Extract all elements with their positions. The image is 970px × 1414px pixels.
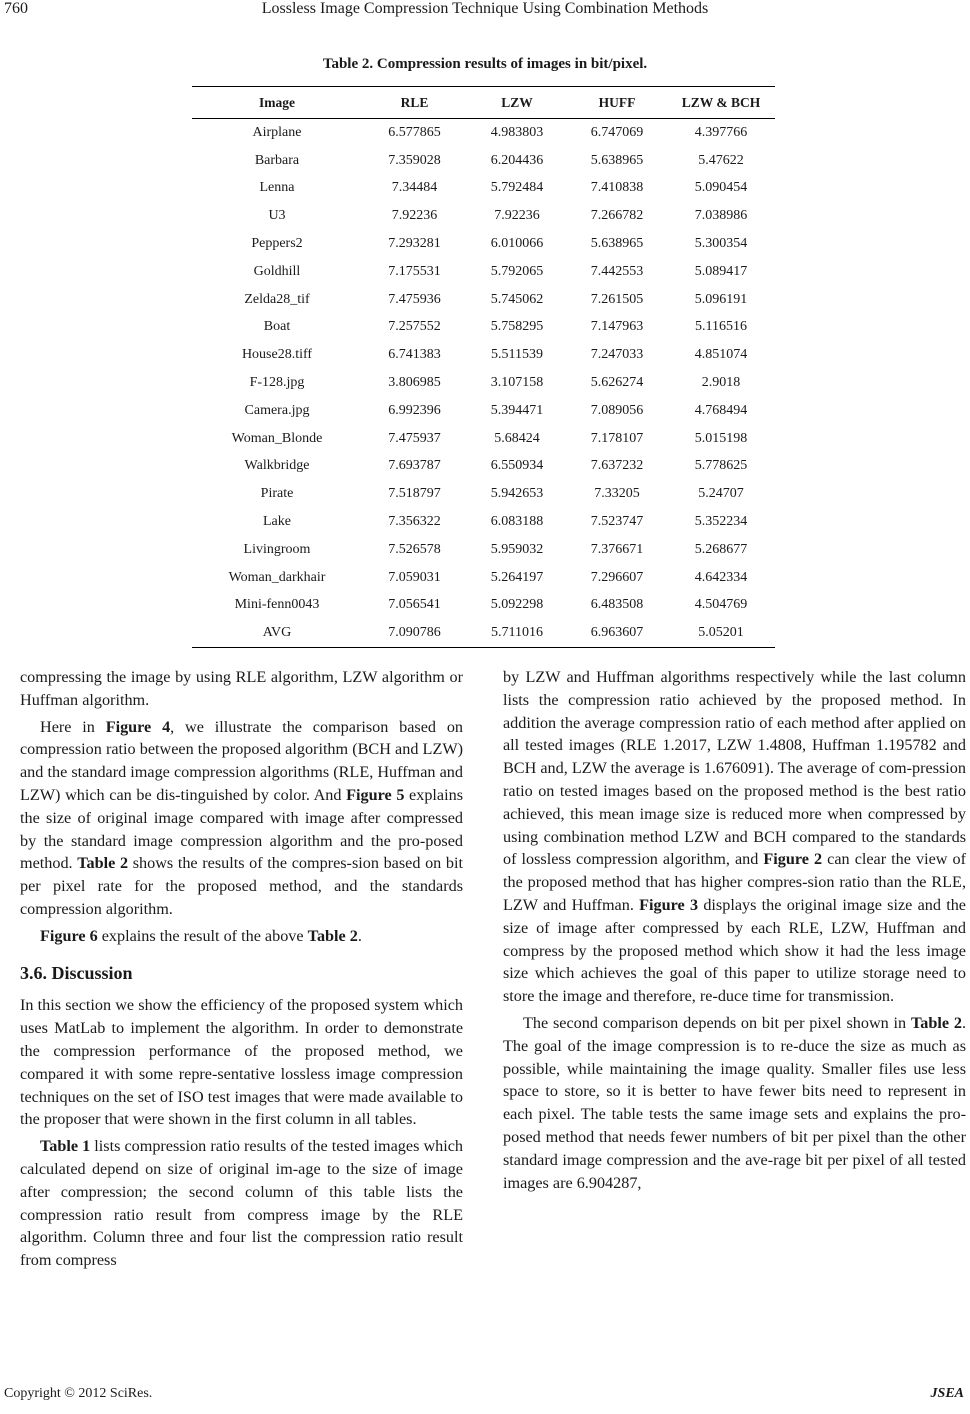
text-run: . The goal of the image compression is to re-duce the size as much as possible, while maintaining the image quality. Smaller files use less space to store, so it is better to have fewer bits need to represent in each pixel. The table tests the same image sets and explains the pro-posed method that needs fewer numbers of bit per pixel than the other standard image compression and the ave-rage bit per pixel of all tested images are 6.904287, [503,1013,967,1192]
column-header: LZW & BCH [667,87,775,119]
text-run: The second comparison depends on bit per pixel shown in [523,1013,911,1032]
figure-reference: Figure 3 [639,895,699,914]
table-row [192,341,775,369]
value-cell: 5.745062 [490,291,544,307]
value-cell: 7.33205 [594,486,640,502]
image-name-cell: Walkbridge [244,458,310,474]
value-cell: 7.359028 [388,152,441,168]
running-title: Lossless Image Compression Technique Using Combination Methods [261,0,709,17]
table-row [192,175,775,203]
table-row [192,369,775,397]
table-reference: Table 2 [910,1013,962,1032]
value-cell: 5.264197 [490,569,544,585]
value-cell: 4.642334 [694,569,748,585]
image-name-cell: Airplane [252,124,302,140]
value-cell: 5.394471 [490,402,544,418]
value-cell: 4.768494 [694,402,748,418]
paragraph [503,666,966,1008]
value-cell: 5.090454 [694,180,748,196]
text-run: explains the result of the above [97,926,308,945]
column-header: HUFF [567,87,667,119]
value-cell: 7.475937 [388,430,441,446]
paragraph [503,1012,966,1194]
table-row [192,397,775,425]
value-cell: 7.293281 [388,236,441,252]
value-cell: 7.147963 [590,319,644,335]
value-cell: 5.092298 [490,597,544,613]
table-row [192,536,775,564]
value-cell: 4.504769 [694,597,748,613]
table-caption: Table 2. Compression results of images in bit/pixel. [322,56,648,72]
text-run: can clear the view of the proposed method that has higher compres-sion ratio than the RLE, LZW and Huffman. [503,850,967,914]
value-cell: 7.038986 [694,208,748,224]
value-cell: 5.792484 [490,180,544,196]
text-run: displays the original image size and the size of image after compressed by each RLE, LZW, Huffman and compress by the proposed method which show it had the less image size which achieves the goal of this paper to utilize storage need to store the image and therefore, re-duce time for transmission. [503,895,966,1006]
value-cell: 5.711016 [467,619,567,647]
value-cell: 3.806985 [388,375,441,391]
page-number: 760 [4,0,28,17]
paragraph [20,716,463,921]
value-cell: 5.116516 [695,319,747,335]
value-cell: 5.942653 [490,486,544,502]
paragraph [20,925,463,948]
value-cell: 4.983803 [490,124,544,140]
results-table [192,86,775,648]
value-cell: 7.92236 [494,208,540,224]
value-cell: 6.747069 [590,124,644,140]
value-cell: 7.34484 [391,180,438,196]
value-cell: 7.266782 [590,208,644,224]
image-name-cell: Lake [263,514,291,530]
image-name-cell: Livingroom [243,541,311,557]
value-cell: 7.059031 [388,569,441,585]
text-run: , we illustrate the comparison based on compression ratio between the proposed algorithm (BCH and LZW) and the standard image compression algorithms (RLE, Huffman and LZW) which can be dis-tinguished by color. And [20,717,464,804]
value-cell: 7.175531 [388,263,441,279]
right-text-column [503,666,966,1198]
copyright-notice: Copyright © 2012 SciRes. [4,1386,153,1401]
column-header: RLE [362,87,467,119]
value-cell: 5.638965 [590,152,644,168]
value-cell: 5.24707 [698,486,744,502]
page-footer [0,1386,970,1408]
value-cell: 7.410838 [590,180,644,196]
value-cell: 6.204436 [490,152,544,168]
value-cell: 6.577865 [388,124,441,140]
table-reference: Table 1 [40,1137,91,1156]
value-cell: 5.096191 [694,291,748,307]
value-cell: 5.778625 [694,458,748,474]
value-cell: 7.090786 [362,619,467,647]
value-cell: 3.107158 [490,375,544,391]
value-cell: 5.05201 [667,619,775,647]
table-row [192,286,775,314]
value-cell: 7.475936 [388,291,441,307]
image-name-cell: Mini-fenn0043 [234,597,320,613]
text-run: . [357,926,362,945]
image-name-cell: Woman_Blonde [231,430,323,446]
value-cell: 7.526578 [388,541,441,557]
table-row [192,314,775,342]
table-row [192,564,775,592]
value-cell: 7.92236 [391,208,438,224]
image-name-cell: Barbara [254,152,300,168]
table-header-row [192,87,775,119]
image-name-cell: Camera.jpg [244,402,310,418]
value-cell: 5.638965 [590,236,644,252]
value-cell: 7.178107 [590,430,644,446]
value-cell: 5.758295 [490,319,544,335]
table-row [192,147,775,175]
value-cell: 5.626274 [590,375,644,391]
value-cell: 7.296607 [590,569,644,585]
value-cell: 7.523747 [590,514,644,530]
column-header: Image [192,87,362,119]
value-cell: 7.356322 [388,514,441,530]
table-row [192,508,775,536]
value-cell: 7.693787 [388,458,441,474]
left-text-column [20,666,463,1276]
image-name-cell: AVG [192,619,362,647]
value-cell: 5.47622 [698,152,744,168]
text-run: Here in [40,717,106,736]
figure-reference: Figure 2 [763,850,823,869]
table-row [192,230,775,258]
value-cell: 5.792065 [490,263,544,279]
value-cell: 6.483508 [590,597,644,613]
paragraph: compressing the image by using RLE algorithm, LZW algorithm or Huffman algorithm. [20,668,463,709]
image-name-cell: Peppers2 [251,236,303,252]
value-cell: 6.010066 [490,236,544,252]
journal-abbreviation: JSEA [930,1386,964,1401]
table-row [192,453,775,481]
value-cell: 7.257552 [388,319,441,335]
value-cell: 7.442553 [590,263,644,279]
table-row [192,119,775,147]
value-cell: 7.518797 [388,486,441,502]
table-row [192,592,775,620]
table-reference: Table 2 [77,854,129,873]
page-header [0,0,970,24]
image-name-cell: Woman_darkhair [228,569,326,585]
value-cell: 7.261505 [590,291,644,307]
value-cell: 5.68424 [494,430,540,446]
text-run: shows the results of the compres-sion based on bit per pixel rate for the proposed method, and the standards compression algorithm. [20,854,463,918]
table-row [192,202,775,230]
table-row [192,619,775,647]
column-header: LZW [467,87,567,119]
image-name-cell: Pirate [260,486,294,502]
image-name-cell: Zelda28_tif [244,291,310,307]
value-cell: 5.268677 [694,541,748,557]
value-cell: 4.851074 [694,347,748,363]
table-row [192,258,775,286]
value-cell: 2.9018 [701,375,741,391]
value-cell: 7.247033 [590,347,644,363]
table-body [192,119,775,648]
image-name-cell: F-128.jpg [249,375,305,391]
image-name-cell: U3 [268,208,286,224]
image-name-cell: House28.tiff [241,347,313,363]
text-run: explains the size of original image compared with image after compressed by the standard image compression algorithm and the pro-posed method. [20,785,463,873]
value-cell: 5.959032 [490,541,544,557]
section-heading: 3.6. Discussion [20,962,133,983]
value-cell: 7.637232 [590,458,644,474]
value-cell: 5.089417 [694,263,748,279]
figure-reference: Figure 5 [346,785,405,804]
value-cell: 7.376671 [590,541,644,557]
value-cell: 6.992396 [388,402,441,418]
text-run: by LZW and Huffman algorithms respectively while the last column lists the compression ratio achieved by the proposed method. In addition the average compression ratio of each method after applied on all tested images (RLE 1.2017, LZW 1.4808, Huffman 1.195782 and BCH and, LZW the average is 1.676091). The average of com-pression ratio on tested images based on the proposed method is the best ratio achieved, this mean image size is reduced more when compressed by using combination method LZW and BCH compared to the standards of lossless compression algorithm, and [503,668,966,869]
paragraph [20,1135,463,1272]
text-run: lists compression ratio results of the tested images which calculated depend on size of original im-age to the size of image after compression; the second column of this table lists the compression ratio result from compress image by the RLE algorithm. Column three and four list the compression ratio result from compress [20,1137,463,1270]
value-cell: 5.300354 [694,236,748,252]
paragraph: In this section we show the efficiency of the proposed system which uses MatLab to implement the algorithm. In order to demonstrate the compression performance of the proposed method, we compared it with some repre-sentative lossless image compression techniques on the set of ISO test images that were made available to the proposer that were shown in the first column in all tables. [20,996,463,1129]
value-cell: 5.511539 [491,347,543,363]
image-name-cell: Boat [263,319,291,335]
value-cell: 6.083188 [490,514,544,530]
value-cell: 4.397766 [694,124,748,140]
value-cell: 5.352234 [694,514,748,530]
table-reference: Table 2 [307,926,358,945]
image-name-cell: Lenna [259,180,295,196]
value-cell: 7.089056 [590,402,644,418]
figure-reference: Figure 6 [40,926,98,945]
value-cell: 6.550934 [490,458,544,474]
figure-reference: Figure 4 [105,717,171,736]
image-name-cell: Goldhill [253,263,301,279]
value-cell: 6.963607 [567,619,667,647]
value-cell: 6.741383 [388,347,441,363]
value-cell: 7.056541 [388,597,441,613]
value-cell: 5.015198 [694,430,748,446]
table-row [192,480,775,508]
table-row [192,425,775,453]
